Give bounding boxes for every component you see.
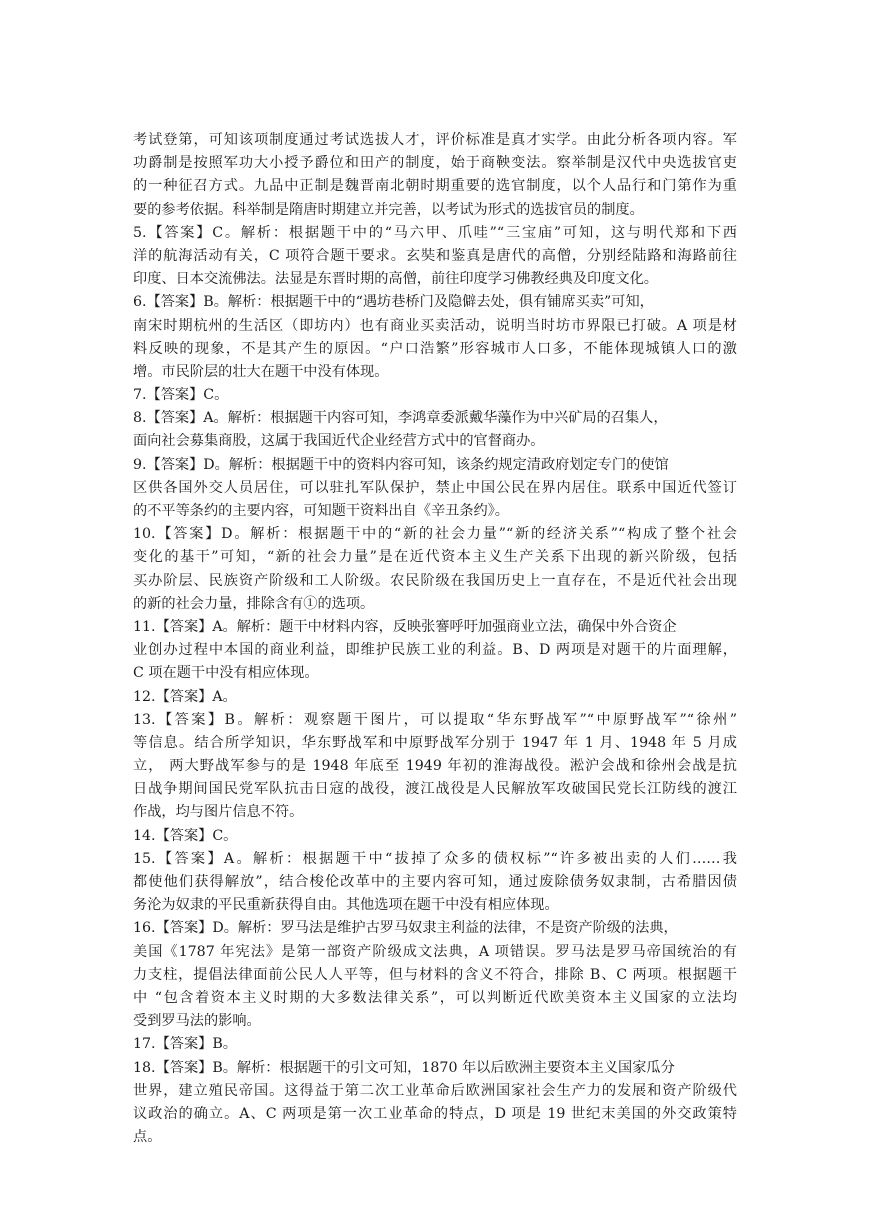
text-line: 12.【答案】A。	[133, 688, 237, 705]
text-line: 5.【答案】C。解析：根据题干中的“马六甲、爪哇”“三宝庙”可知，这与明代郑和下西	[133, 224, 737, 241]
text-line: 议政治的确立。A、C 两项是第一次工业革命的特点，D 项是 19 世纪末美国的外交政策特	[133, 1105, 737, 1122]
text-line: 料反映的现象，不是其产生的原因。“户口浩繁”形容城市人口多，不能体现城镇人口的激	[133, 340, 737, 357]
text-line: 17.【答案】B。	[133, 1036, 237, 1053]
text-line: 南宋时期杭州的生活区（即坊内）也有商业买卖活动，说明当时坊市界限已打破。A 项是材	[133, 317, 737, 334]
text-line: 世界，建立殖民帝国。这得益于第二次工业革命后欧洲国家社会生产力的发展和资产阶级代	[133, 1082, 737, 1099]
text-line: 面向社会募集商股，这属于我国近代企业经营方式中的官督商办。	[133, 433, 545, 450]
text-line: 区供各国外交人员居住，可以驻扎军队保护，禁止中国公民在界内居住。联系中国近代签订	[133, 479, 737, 496]
text-line: 的一种征召方式。九品中正制是魏晋南北朝时期重要的选官制度，以个人品行和门第作为重	[133, 178, 737, 195]
text-line: 力支柱，提倡法律面前公民人人平等，但与材料的含义不符合，排除 B、C 两项。根据题干	[133, 966, 737, 983]
text-line: 18.【答案】B。解析：根据题干的引文可知，1870 年以后欧洲主要资本主义国家瓜分	[133, 1059, 675, 1076]
text-line: 功爵制是按照军功大小授予爵位和田产的制度，始于商鞅变法。察举制是汉代中央选拔官吏	[133, 155, 737, 172]
text-line: 作战，均与图片信息不符。	[133, 804, 304, 821]
text-line: 受到罗马法的影响。	[133, 1013, 261, 1030]
text-line: 立， 两大野战军参与的是 1948 年底至 1949 年初的淮海战役。淞沪会战和徐州会战是抗	[133, 758, 737, 775]
text-line: 印度、日本交流佛法。法显是东晋时期的高僧，前往印度学习佛教经典及印度文化。	[133, 271, 658, 288]
text-line: 点。	[133, 1129, 162, 1146]
text-line: 变化的基干”可知，“新的社会力量”是在近代资本主义生产关系下出现的新兴阶级，包括	[133, 549, 737, 566]
text-line: 15.【答案】A。解析：根据题干中“拔掉了众多的债权标”“许多被出卖的人们……我	[133, 850, 737, 867]
text-line: C 项在题干中没有相应体现。	[133, 665, 319, 682]
text-line: 的不平等条约的主要内容，可知题干资料出自《辛丑条约》。	[133, 503, 509, 519]
text-line: 买办阶层、民族资产阶级和工人阶级。农民阶级在我国历史上一直存在，不是近代社会出现	[133, 572, 737, 589]
text-line: 业创办过程中本国的商业利益，即维护民族工业的利益。B、D 两项是对题干的片面理解，	[133, 642, 737, 659]
text-line: 都使他们获得解放”，结合梭伦改革中的主要内容可知，通过废除债务奴隶制，古希腊因债	[133, 874, 737, 890]
text-line: 11.【答案】A。解析：题干中材料内容，反映张謇呼吁加强商业立法，确保中外合资企	[133, 618, 677, 635]
text-line: 13.【答案】B。解析：观察题干图片，可以提取“华东野战军”“中原野战军”“徐州”	[133, 711, 737, 728]
text-line: 6.【答案】B。解析：根据题干中的“遇坊巷桥门及隐僻去处，俱有铺席买卖”可知，	[133, 294, 654, 311]
answer-explanations-text	[133, 129, 737, 1149]
text-line: 洋的航海活动有关，C 项符合题干要求。玄奘和鉴真是唐代的高僧，分别经陆路和海路前往	[133, 247, 737, 264]
text-line: 务沦为奴隶的平民重新获得自由。其他选项在题干中没有相应体现。	[133, 897, 559, 914]
text-line: 8.【答案】A。解析：根据题干内容可知，李鸿章委派戴华藻作为中兴矿局的召集人，	[133, 410, 668, 427]
text-line: 考试登第，可知该项制度通过考试选拔人才，评价标准是真才实学。由此分析各项内容。军	[133, 132, 737, 148]
text-line: 的新的社会力量，排除含有①的选项。	[133, 595, 375, 612]
text-line: 等信息。结合所学知识，华东野战军和中原野战军分别于 1947 年 1 月、1948 年 5 月成	[133, 734, 737, 751]
text-line: 16.【答案】D。解析：罗马法是维护古罗马奴隶主利益的法律，不是资产阶级的法典，	[133, 920, 678, 937]
text-line: 中 “包含着资本主义时期的大多数法律关系”，可以判断近代欧美资本主义国家的立法均	[133, 989, 737, 1006]
text-line: 增。市民阶层的壮大在题干中没有体现。	[133, 363, 389, 380]
text-line: 日战争期间国民党军队抗击日寇的战役，渡江战役是人民解放军攻破国民党长江防线的渡江	[133, 781, 737, 798]
text-line: 9.【答案】D。解析：根据题干中的资料内容可知，该条约规定清政府划定专门的使馆	[133, 456, 669, 473]
text-line: 10.【答案】D。解析：根据题干中的“新的社会力量”“新的经济关系”“构成了整个社会	[133, 526, 737, 543]
text-line: 美国《1787 年宪法》是第一部资产阶级成文法典，A 项错误。罗马法是罗马帝国统治的有	[133, 943, 737, 960]
text-line: 14.【答案】C。	[133, 827, 238, 844]
text-line: 7.【答案】C。	[133, 387, 229, 404]
text-line: 要的参考依据。科举制是隋唐时期建立并完善，以考试为形式的选拔官员的制度。	[133, 201, 644, 218]
